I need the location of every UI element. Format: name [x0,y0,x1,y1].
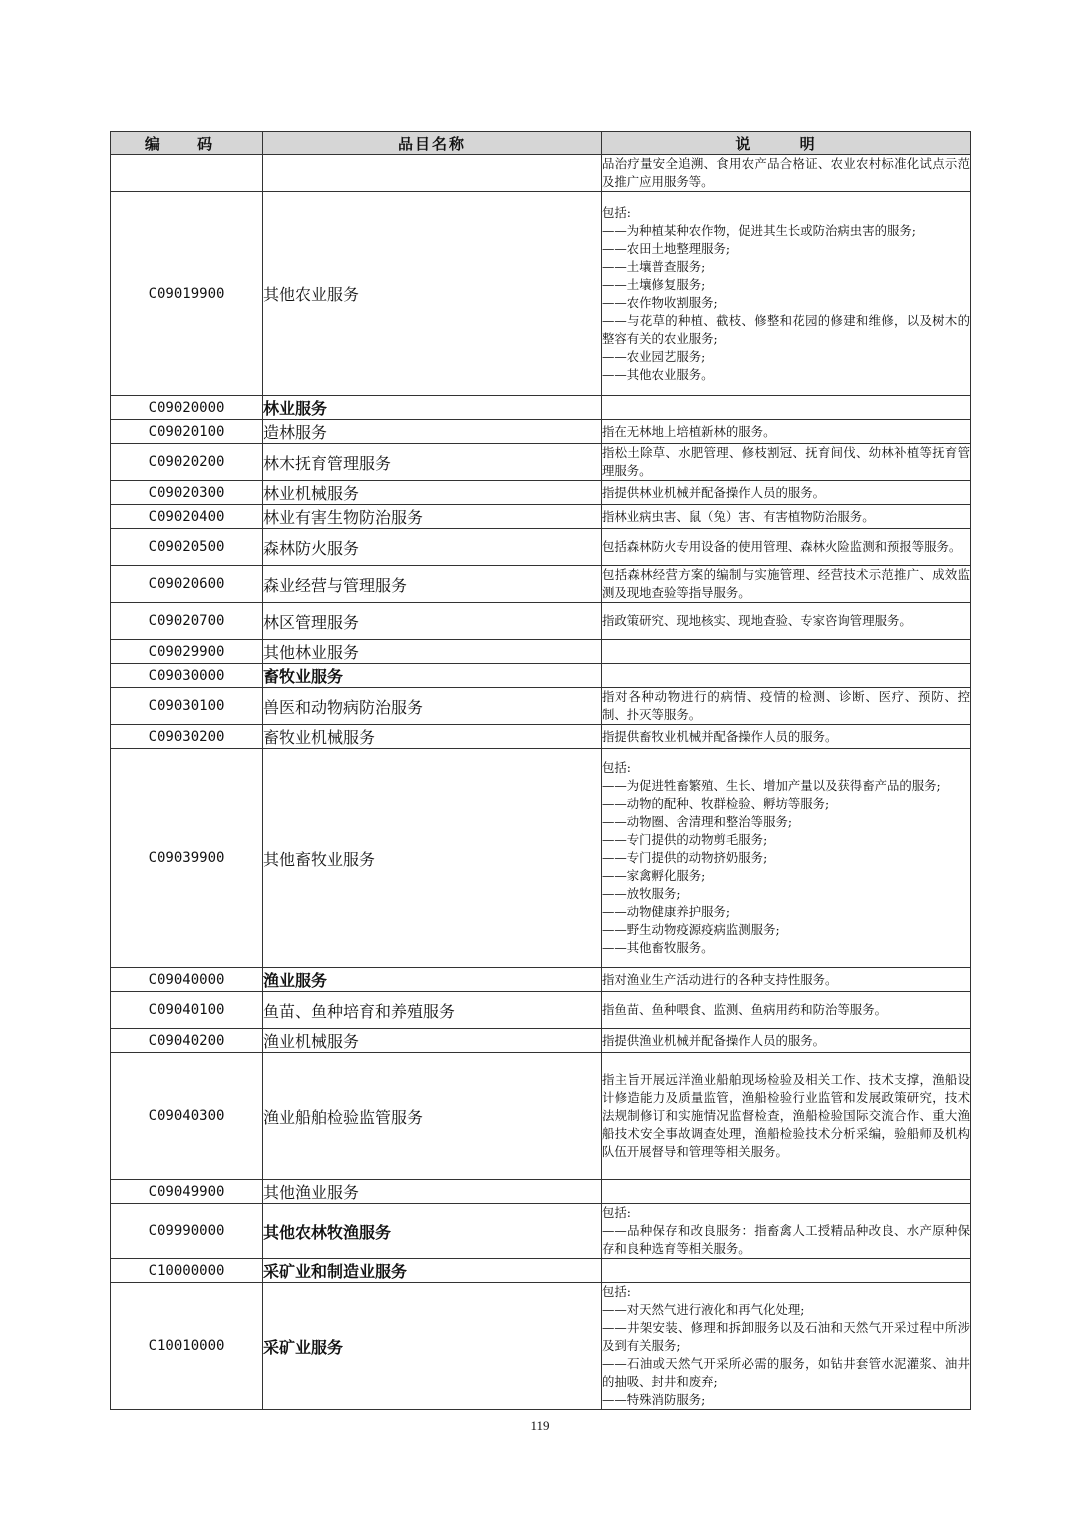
item-description [602,1053,971,1180]
item-code [111,155,263,192]
item-name: 畜牧业机械服务 [263,725,602,749]
table-row [111,396,971,420]
item-description [602,155,971,192]
table-row [111,749,971,968]
description-line: 包括森林防火专用设备的使用管理、森林火险监测和预报等服务。 [602,539,962,554]
description-line: ——专门提供的动物剪毛服务; [602,832,768,847]
item-name: 采矿业和制造业服务 [263,1259,602,1283]
table-row [111,1053,971,1180]
item-name: 其他林业服务 [263,640,602,664]
table-row [111,688,971,725]
table-header-row [111,132,971,155]
description-line: 包括: [602,1205,631,1220]
table-row [111,992,971,1029]
item-name: 渔业船舶检验监管服务 [263,1053,602,1180]
description-line: ——农作物收割服务; [602,294,718,310]
header-code: 编 码 [111,132,263,155]
item-description [602,481,971,505]
table-row [111,640,971,664]
item-description [602,603,971,640]
table-row [111,1259,971,1283]
description-line: 指鱼苗、鱼种喂食、监测、鱼病用药和防治等服务。 [602,1002,887,1017]
table-body [111,155,971,1410]
item-name [263,155,602,192]
item-code: C10010000 [111,1283,263,1410]
item-code: C09040200 [111,1029,263,1053]
description-line: ——农田土地整理服务; [602,240,731,256]
item-name: 林区管理服务 [263,603,602,640]
table-row [111,664,971,688]
catalog-table [110,131,971,1410]
description-line: ——其他农业服务。 [602,366,714,382]
item-name: 渔业服务 [263,968,602,992]
item-description [602,640,971,664]
item-description [602,1283,971,1410]
description-line: 指提供渔业机械并配备操作人员的服务。 [602,1032,826,1048]
table-row [111,420,971,444]
table-row [111,968,971,992]
description-line: 包括: [602,760,631,775]
item-description [602,688,971,725]
item-code: C09030200 [111,725,263,749]
item-description [602,529,971,566]
item-code: C09040100 [111,992,263,1029]
item-description [602,749,971,968]
description-line: 指对渔业生产活动进行的各种支持性服务。 [602,971,838,987]
item-description [602,1180,971,1204]
item-name: 其他农林牧渔服务 [263,1204,602,1259]
item-description [602,505,971,529]
description-line: 包括: [602,1284,631,1299]
item-description [602,1204,971,1259]
description-line: ——动物健康养护服务; [602,904,731,919]
description-line: ——土壤普查服务; [602,258,706,274]
item-name: 采矿业服务 [263,1283,602,1410]
description-line: 指松土除草、水肥管理、修枝割冠、抚育间伐、幼林补植等抚育管理服务。 [602,445,970,478]
item-code: C09049900 [111,1180,263,1204]
description-line: ——与花草的种植、截枝、修整和花园的修建和维修，以及树木的整容有关的农业服务; [602,312,970,346]
item-description [602,992,971,1029]
description-line: ——专门提供的动物挤奶服务; [602,850,768,865]
item-description [602,968,971,992]
item-code: C09990000 [111,1204,263,1259]
item-description [602,396,971,420]
table-row [111,1283,971,1410]
description-line: 指在无林地上培植新林的服务。 [602,423,776,439]
item-code: C09020700 [111,603,263,640]
description-line: 品治疗量安全追溯、食用农产品合格证、农业农村标准化试点示范及推广应用服务等。 [602,156,970,189]
description-line: 指提供林业机械并配备操作人员的服务。 [602,484,826,500]
table-row [111,155,971,192]
description-line: ——家禽孵化服务; [602,868,706,883]
item-name: 其他畜牧业服务 [263,749,602,968]
table-row [111,481,971,505]
description-line: ——放牧服务; [602,886,681,901]
item-code: C09020500 [111,529,263,566]
item-name: 兽医和动物病防治服务 [263,688,602,725]
description-line: 指林业病虫害、鼠（兔）害、有害植物防治服务。 [602,508,875,524]
item-name: 其他渔业服务 [263,1180,602,1204]
description-line: ——为种植某种农作物，促进其生长或防治病虫害的服务; [602,222,916,238]
item-description [602,566,971,603]
table-row [111,603,971,640]
item-description [602,192,971,396]
item-name: 造林服务 [263,420,602,444]
table-row [111,1204,971,1259]
page-number: 119 [530,1418,550,1433]
description-line: 指政策研究、现地核实、现地查验、专家咨询管理服务。 [602,613,912,628]
item-description [602,444,971,481]
description-line: 包括森林经营方案的编制与实施管理、经营技术示范推广、成效监测及现地查验等指导服务。 [602,567,970,600]
item-code: C09020600 [111,566,263,603]
item-description [602,725,971,749]
description-line: ——品种保存和改良服务：指畜禽人工授精品种改良、水产原种保存和良种选育等相关服务。 [602,1223,970,1256]
table-row [111,192,971,396]
item-code: C09039900 [111,749,263,968]
description-line: ——井架安装、修理和拆卸服务以及石油和天然气开采过程中所涉及到有关服务; [602,1320,970,1353]
description-line: ——野生动物疫源疫病监测服务; [602,922,780,937]
description-line: 包括: [602,204,631,220]
item-code: C09040000 [111,968,263,992]
description-line: ——石油或天然气开采所必需的服务，如钻井套管水泥灌浆、油井的抽吸、封井和废弃; [602,1356,970,1389]
table-row [111,725,971,749]
item-name: 森林防火服务 [263,529,602,566]
table-row [111,1180,971,1204]
item-name: 林业机械服务 [263,481,602,505]
table-row [111,529,971,566]
item-name: 畜牧业服务 [263,664,602,688]
item-description [602,664,971,688]
item-code: C09020300 [111,481,263,505]
description-line: 指提供畜牧业机械并配备操作人员的服务。 [602,728,838,744]
item-code: C09020400 [111,505,263,529]
table-row [111,444,971,481]
description-line: ——为促进牲畜繁殖、生长、增加产量以及获得畜产品的服务; [602,778,941,793]
item-description [602,420,971,444]
description-line: ——农业园艺服务; [602,348,706,364]
description-line: ——土壤修复服务; [602,276,706,292]
item-code: C09019900 [111,192,263,396]
header-name: 品目名称 [263,132,602,155]
item-name: 森业经营与管理服务 [263,566,602,603]
item-code: C09020000 [111,396,263,420]
item-code: C09040300 [111,1053,263,1180]
item-code: C09030000 [111,664,263,688]
description-line: 指对各种动物进行的病情、疫情的检测、诊断、医疗、预防、控制、扑灭等服务。 [602,689,970,722]
item-name: 其他农业服务 [263,192,602,396]
header-desc: 说 明 [602,132,971,155]
description-line: ——其他畜牧服务。 [602,940,714,955]
item-description [602,1029,971,1053]
item-name: 林木抚育管理服务 [263,444,602,481]
description-line: ——动物的配种、牧群检验、孵坊等服务; [602,796,830,811]
description-line: 指主旨开展远洋渔业船舶现场检验及相关工作、技术支撑，渔船设计修造能力及质量监管，渔船检验行业监管和发展政策研究，技术法规制修订和实施情况监督检查，渔船检验国际交流合作、重大渔船技术安全事故调查处理，渔船检验技术分析采编，验船师及机构队伍开展督导和管理等相关服务。 [602,1072,970,1159]
description-line: ——动物圈、舍清理和整治等服务; [602,814,793,829]
table-row [111,505,971,529]
item-name: 林业有害生物防治服务 [263,505,602,529]
item-description [602,1259,971,1283]
description-line: ——特殊消防服务; [602,1392,706,1407]
item-code: C09020100 [111,420,263,444]
table-row [111,1029,971,1053]
item-name: 渔业机械服务 [263,1029,602,1053]
item-code: C09029900 [111,640,263,664]
description-line: ——对天然气进行液化和再气化处理; [602,1302,805,1317]
item-name: 林业服务 [263,396,602,420]
item-code: C10000000 [111,1259,263,1283]
item-code: C09020200 [111,444,263,481]
item-name: 鱼苗、鱼种培育和养殖服务 [263,992,602,1029]
item-code: C09030100 [111,688,263,725]
table-row [111,566,971,603]
